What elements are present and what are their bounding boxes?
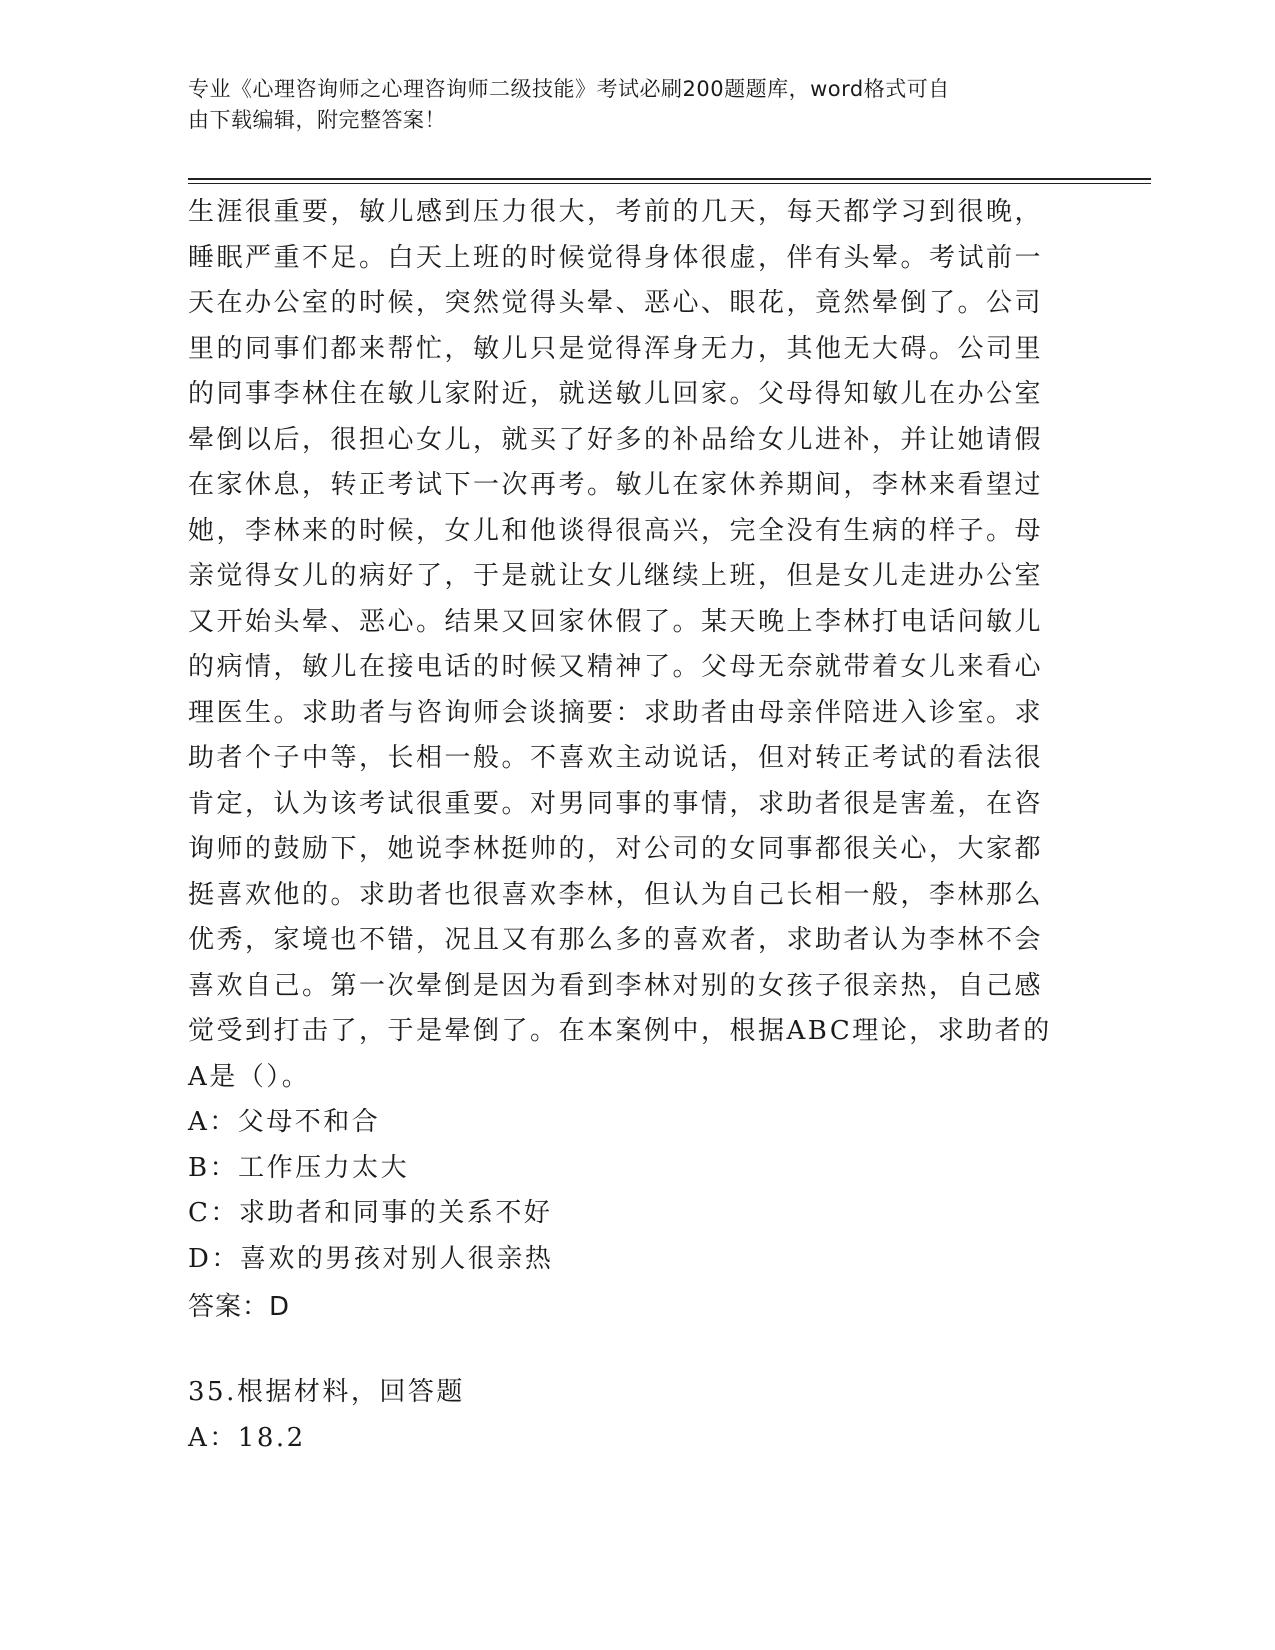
header-divider-thick: [188, 178, 1151, 180]
answer-options: [188, 1100, 1068, 1282]
question-line: 觉受到打击了，于是晕倒了。在本案例中，根据ABC理论，求助者的: [188, 1016, 1052, 1046]
answer-key: 答案：D: [188, 1292, 291, 1322]
question-line: 亲觉得女儿的病好了，于是就让女儿继续上班，但是女儿走进办公室: [188, 561, 1044, 591]
spacer: [188, 1330, 1068, 1370]
header-line-2: 由下载编辑，附完整答案！: [188, 108, 446, 132]
question-line: 又开始头晕、恶心。结果又回家休假了。某天晚上李林打电话问敏儿: [188, 606, 1044, 637]
question-line: 晕倒以后，很担心女儿，就买了好多的补品给女儿进补，并让她请假: [188, 424, 1044, 455]
question-line: 她，李林来的时候，女儿和他谈得很高兴，完全没有生病的样子。母: [188, 515, 1044, 546]
question-line: 询师的鼓励下，她说李林挺帅的，对公司的女同事都很关心，大家都: [188, 834, 1044, 864]
question-line: 喜欢自己。第一次晕倒是因为看到李林对别的女孩子很亲热，自己感: [188, 970, 1044, 1001]
question-line: 在家休息，转正考试下一次再考。敏儿在家休养期间，李林来看望过: [188, 470, 1044, 500]
question-line: 生涯很重要，敏儿感到压力很大，考前的几天，每天都学习到很晚，: [188, 197, 1044, 227]
header-line-1: 专业《心理咨询师之心理咨询师二级技能》考试必刷200题题库，word格式可自: [188, 77, 950, 101]
question-stem: [188, 190, 1068, 1100]
header-divider-thin: [188, 183, 1151, 184]
option-c: C：求助者和同事的关系不好: [188, 1198, 553, 1228]
question-line: 的同事李林住在敏儿家附近，就送敏儿回家。父母得知敏儿在办公室: [188, 379, 1044, 409]
question-line: A是（）。: [188, 1061, 311, 1092]
option-d: D：喜欢的男孩对别人很亲热: [188, 1243, 554, 1274]
question-line: 理医生。求助者与咨询师会谈摘要：求助者由母亲伴陪进入诊室。求: [188, 697, 1044, 728]
question-line: 睡眠严重不足。白天上班的时候觉得身体很虚，伴有头晕。考试前一: [188, 242, 1044, 273]
question-line: 挺喜欢他的。求助者也很喜欢李林，但认为自己长相一般，李林那么: [188, 879, 1044, 910]
next-question-option-a: A：18.2: [188, 1422, 306, 1453]
question-line: 天在办公室的时候，突然觉得头晕、恶心、眼花，竟然晕倒了。公司: [188, 288, 1044, 318]
option-b: B：工作压力太大: [188, 1152, 410, 1183]
next-question-title: 35.根据材料，回答题: [188, 1377, 465, 1407]
question-line: 肯定，认为该考试很重要。对男同事的事情，求助者很是害羞，在咨: [188, 788, 1044, 819]
document-body: [188, 190, 1068, 1461]
question-line: 助者个子中等，长相一般。不喜欢主动说话，但对转正考试的看法很: [188, 743, 1044, 773]
question-line: 优秀，家境也不错，况且又有那么多的喜欢者，求助者认为李林不会: [188, 925, 1044, 955]
question-line: 的病情，敏儿在接电话的时候又精神了。父母无奈就带着女儿来看心: [188, 652, 1044, 682]
document-header: [188, 74, 1068, 136]
option-a: A：父母不和合: [188, 1107, 381, 1137]
question-line: 里的同事们都来帮忙，敏儿只是觉得浑身无力，其他无大碍。公司里: [188, 333, 1044, 364]
